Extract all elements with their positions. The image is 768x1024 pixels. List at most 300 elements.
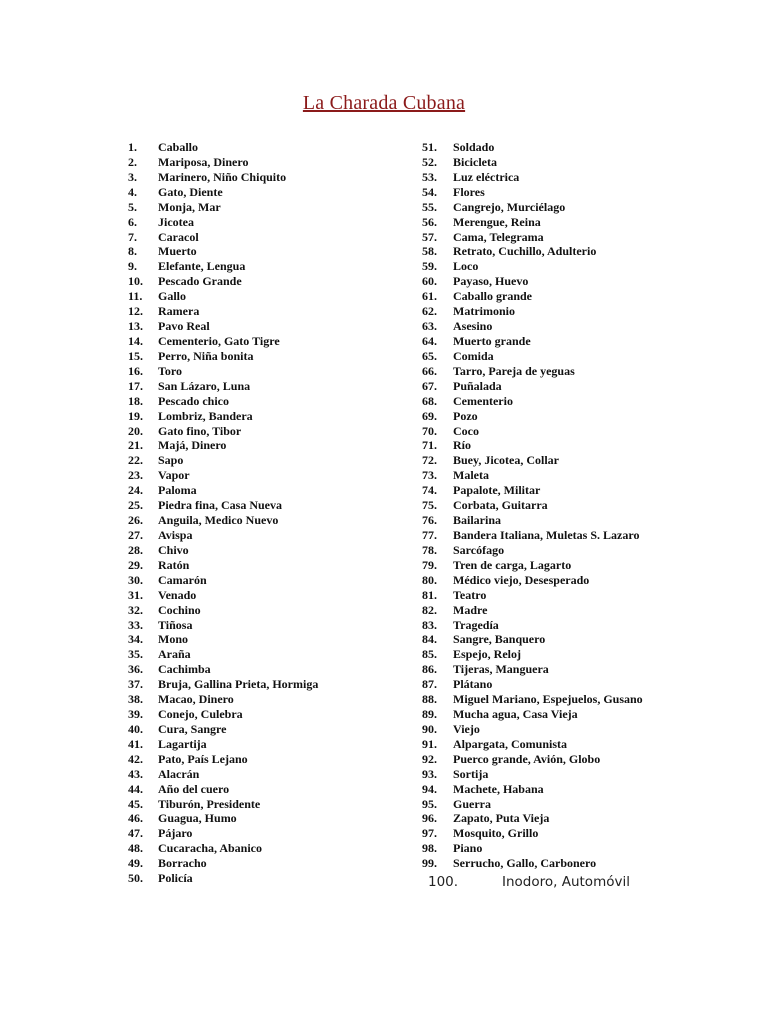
list-item-text: Sapo: [158, 453, 184, 468]
list-item-text: Madre: [453, 602, 488, 617]
list-item: [128, 289, 318, 304]
list-item-number: 70.: [422, 423, 437, 438]
list-item-text: Cachimba: [158, 662, 211, 677]
list-item-text: Zapato, Puta Vieja: [453, 811, 550, 826]
list-item: [422, 185, 643, 200]
list-item-text: Chivo: [158, 542, 189, 557]
list-item-number: 28.: [128, 542, 143, 557]
list-item-text: Pescado Grande: [158, 274, 242, 289]
list-item: [128, 215, 318, 230]
list-item-number: 71.: [422, 438, 437, 453]
list-item-number: 98.: [422, 841, 437, 856]
list-item: [422, 200, 643, 215]
list-item: [422, 170, 643, 185]
list-item-number: 62.: [422, 304, 437, 319]
list-item-number: 87.: [422, 677, 437, 692]
list-item-text: Luz eléctrica: [453, 169, 520, 184]
list-item-number: 78.: [422, 542, 437, 557]
list-item: [128, 438, 318, 453]
list-item: [128, 259, 318, 274]
list-item-text: Mariposa, Dinero: [158, 154, 249, 169]
list-item-text: Ratón: [158, 557, 190, 572]
list-item-text: Mono: [158, 632, 188, 647]
list-item-text: Pavo Real: [158, 319, 210, 334]
list-item-text: Puñalada: [453, 378, 502, 393]
list-item: [128, 304, 318, 319]
list-item: [128, 200, 318, 215]
list-item-text: San Lázaro, Luna: [158, 378, 251, 393]
list-item-number: 6.: [128, 214, 137, 229]
list-item-text: Bailarina: [453, 513, 502, 528]
list-item-number: 8.: [128, 244, 137, 259]
list-item-text: Corbata, Guitarra: [453, 498, 548, 513]
list-item-number: 59.: [422, 259, 437, 274]
list-item: [128, 349, 318, 364]
list-item-number: 41.: [128, 736, 143, 751]
list-item: [128, 573, 318, 588]
list-item-number: 15.: [128, 348, 143, 363]
list-item-text: Caballo: [158, 140, 199, 154]
list-item-number: 66.: [422, 363, 437, 378]
list-item-number: 1.: [128, 140, 137, 154]
list-item-text: Pájaro: [158, 826, 193, 841]
list-item: [128, 543, 318, 558]
list-item-text: Sarcófago: [453, 542, 505, 557]
list-item-text: Mosquito, Grillo: [453, 826, 539, 841]
list-item-text: Piedra fina, Casa Nueva: [158, 498, 282, 513]
list-item-text: Avispa: [158, 527, 193, 542]
list-item: [422, 409, 643, 424]
list-item-number: 82.: [422, 602, 437, 617]
list-item-text: Tiburón, Presidente: [158, 796, 261, 811]
list-item-number: 89.: [422, 707, 437, 722]
list-item-number: 65.: [422, 348, 437, 363]
list-item-text: Bicicleta: [453, 154, 497, 169]
list-item-number: 99.: [422, 856, 437, 871]
list-item-text: Tragedía: [453, 617, 499, 632]
list-item-number: 17.: [128, 378, 143, 393]
list-item: [128, 767, 318, 782]
list-item: [128, 244, 318, 259]
list-item-number: 36.: [128, 662, 143, 677]
list-item-number: 39.: [128, 707, 143, 722]
list-item: [128, 811, 318, 826]
list-item-number: 37.: [128, 677, 143, 692]
list-item: [422, 453, 643, 468]
list-column-right: [422, 140, 643, 871]
list-item-text: Caracol: [158, 229, 199, 244]
list-item-text: Cochino: [158, 602, 201, 617]
list-item-text: Toro: [158, 363, 183, 378]
list-item-text: Marinero, Niño Chiquito: [158, 169, 287, 184]
list-item-number: 48.: [128, 841, 143, 856]
list-item-number: 40.: [128, 721, 143, 736]
list-item-last: [428, 874, 630, 890]
list-item-number: 20.: [128, 423, 143, 438]
list-item-number: 81.: [422, 587, 437, 602]
list-item: [128, 155, 318, 170]
list-item-text: Jicotea: [158, 214, 194, 229]
list-item: [128, 185, 318, 200]
list-item-text: Pato, País Lejano: [158, 751, 248, 766]
list-item-number: 60.: [422, 274, 437, 289]
list-item-text: Tarro, Pareja de yeguas: [453, 363, 575, 378]
list-item-number: 51.: [422, 140, 437, 154]
list-item: [422, 737, 643, 752]
list-item: [422, 707, 643, 722]
list-item-number: 2.: [128, 154, 137, 169]
list-item-number: 5.: [128, 199, 137, 214]
list-item-text: Espejo, Reloj: [453, 647, 521, 662]
list-item-text: Plátano: [453, 677, 493, 692]
list-item-number: 3.: [128, 169, 137, 184]
list-item-number: 22.: [128, 453, 143, 468]
list-item-number: 30.: [128, 572, 143, 587]
list-item-text: Pescado chico: [158, 393, 229, 408]
list-item-text: Venado: [158, 587, 197, 602]
list-item: [422, 856, 643, 871]
list-item-text: Comida: [453, 348, 494, 363]
list-item-text: Puerco grande, Avión, Globo: [453, 751, 601, 766]
list-item: [422, 274, 643, 289]
list-item-text: Camarón: [158, 572, 207, 587]
list-item-number: 80.: [422, 572, 437, 587]
list-item: [128, 632, 318, 647]
list-item: [128, 588, 318, 603]
list-item-number: 23.: [128, 468, 143, 483]
list-item: [128, 677, 318, 692]
list-item: [128, 752, 318, 767]
list-item-text: Ramera: [158, 304, 200, 319]
list-item: [422, 230, 643, 245]
list-item-number: 14.: [128, 333, 143, 348]
list-item: [422, 155, 643, 170]
list-item-text: Retrato, Cuchillo, Adulterio: [453, 244, 597, 259]
list-item: [128, 692, 318, 707]
list-item-text: Bruja, Gallina Prieta, Hormiga: [158, 677, 319, 692]
list-item-text: Payaso, Huevo: [453, 274, 529, 289]
list-item: [422, 767, 643, 782]
list-item-number: 77.: [422, 527, 437, 542]
list-item-number: 43.: [128, 766, 143, 781]
list-item-text: Tijeras, Manguera: [453, 662, 549, 677]
list-item: [128, 424, 318, 439]
list-item-text: Anguila, Medico Nuevo: [158, 513, 279, 528]
list-item-number: 93.: [422, 766, 437, 781]
list-item-number: 83.: [422, 617, 437, 632]
list-item-number: 92.: [422, 751, 437, 766]
list-item: [422, 528, 643, 543]
list-item-number: 34.: [128, 632, 143, 647]
list-item-text: Teatro: [453, 587, 487, 602]
list-item: [422, 841, 643, 856]
list-item: [422, 483, 643, 498]
list-item-number: 46.: [128, 811, 143, 826]
list-item: [128, 230, 318, 245]
list-item-number: 94.: [422, 781, 437, 796]
list-item-number: 100.: [428, 874, 459, 890]
list-item: [422, 289, 643, 304]
list-item: [422, 573, 643, 588]
list-item-number: 88.: [422, 692, 437, 707]
list-item-number: 57.: [422, 229, 437, 244]
list-item-number: 29.: [128, 557, 143, 572]
list-item: [422, 588, 643, 603]
list-item: [128, 647, 318, 662]
list-item: [128, 826, 318, 841]
list-item: [422, 304, 643, 319]
list-item: [422, 424, 643, 439]
list-item: [128, 513, 318, 528]
list-item-text: Maleta: [453, 468, 489, 483]
list-item-text: Río: [453, 438, 471, 453]
list-item-number: 69.: [422, 408, 437, 423]
list-item-number: 21.: [128, 438, 143, 453]
list-item-number: 32.: [128, 602, 143, 617]
list-item-number: 72.: [422, 453, 437, 468]
list-item-text: Gallo: [158, 289, 187, 304]
list-item-number: 75.: [422, 498, 437, 513]
list-item-number: 12.: [128, 304, 143, 319]
list-item-number: 7.: [128, 229, 137, 244]
list-item: [128, 528, 318, 543]
list-item-text: Conejo, Culebra: [158, 707, 243, 722]
list-item-number: 16.: [128, 363, 143, 378]
list-item-number: 38.: [128, 692, 143, 707]
list-item-number: 73.: [422, 468, 437, 483]
list-item: [128, 558, 318, 573]
list-item-text: Muerto: [158, 244, 197, 259]
list-item-number: 33.: [128, 617, 143, 632]
list-item-text: Matrimonio: [453, 304, 515, 319]
list-item-text: Médico viejo, Desesperado: [453, 572, 590, 587]
list-item-text: Asesino: [453, 319, 493, 334]
list-item: [128, 856, 318, 871]
list-item-number: 90.: [422, 721, 437, 736]
page-title: La Charada Cubana: [302, 92, 466, 114]
list-item: [128, 140, 318, 155]
list-item: [422, 797, 643, 812]
list-item-text: Guerra: [453, 796, 491, 811]
list-item-text: Mucha agua, Casa Vieja: [453, 707, 578, 722]
list-item-number: 9.: [128, 259, 137, 274]
list-item-text: Alacrán: [158, 766, 200, 781]
list-item-text: Araña: [158, 647, 191, 662]
list-item-number: 64.: [422, 333, 437, 348]
list-item: [128, 468, 318, 483]
list-item-text: Monja, Mar: [158, 199, 221, 214]
list-item-number: 35.: [128, 647, 143, 662]
list-item: [422, 677, 643, 692]
list-item: [128, 170, 318, 185]
list-item: [128, 483, 318, 498]
list-item: [422, 662, 643, 677]
list-item-text: Flores: [453, 184, 485, 199]
list-item-number: 42.: [128, 751, 143, 766]
list-item-text: Sangre, Banquero: [453, 632, 546, 647]
list-item: [422, 259, 643, 274]
list-item-text: Miguel Mariano, Espejuelos, Gusano: [453, 692, 643, 707]
list-item: [422, 782, 643, 797]
list-item: [422, 379, 643, 394]
list-item: [128, 334, 318, 349]
list-item: [128, 379, 318, 394]
list-column-left: [128, 140, 318, 886]
list-item-number: 58.: [422, 244, 437, 259]
list-item-text: Serrucho, Gallo, Carbonero: [453, 856, 597, 871]
list-item: [422, 558, 643, 573]
list-item: [128, 319, 318, 334]
list-item-text: Lagartija: [158, 736, 207, 751]
list-item-text: Inodoro, Automóvil: [502, 874, 630, 890]
list-item-number: 50.: [128, 871, 143, 886]
list-item-text: Policía: [158, 871, 193, 886]
list-item-number: 84.: [422, 632, 437, 647]
list-item-text: Guagua, Humo: [158, 811, 237, 826]
list-item-number: 27.: [128, 527, 143, 542]
list-item: [128, 737, 318, 752]
list-item: [422, 334, 643, 349]
list-item-text: Cucaracha, Abanico: [158, 841, 263, 856]
list-item: [422, 513, 643, 528]
list-item-number: 25.: [128, 498, 143, 513]
list-item-text: Paloma: [158, 483, 197, 498]
list-item: [422, 244, 643, 259]
list-item-number: 74.: [422, 483, 437, 498]
list-item: [422, 647, 643, 662]
list-item-number: 10.: [128, 274, 143, 289]
list-item: [128, 707, 318, 722]
list-item-text: Cementerio: [453, 393, 513, 408]
list-item-number: 54.: [422, 184, 437, 199]
list-item-number: 76.: [422, 513, 437, 528]
list-item: [128, 603, 318, 618]
list-item-text: Viejo: [453, 721, 480, 736]
list-item-text: Muerto grande: [453, 333, 531, 348]
list-item: [422, 692, 643, 707]
list-item: [422, 394, 643, 409]
list-item-text: Cura, Sangre: [158, 721, 227, 736]
list-item-text: Cementerio, Gato Tigre: [158, 333, 280, 348]
list-item: [422, 438, 643, 453]
list-item-number: 18.: [128, 393, 143, 408]
list-item: [422, 722, 643, 737]
list-item: [128, 841, 318, 856]
list-item-text: Tren de carga, Lagarto: [453, 557, 572, 572]
list-item: [422, 364, 643, 379]
list-item-number: 56.: [422, 214, 437, 229]
list-item-number: 55.: [422, 199, 437, 214]
list-item: [128, 797, 318, 812]
list-item-number: 49.: [128, 856, 143, 871]
list-item-text: Sortija: [453, 766, 489, 781]
list-item-text: Año del cuero: [158, 781, 230, 796]
list-item-number: 67.: [422, 378, 437, 393]
list-item: [422, 468, 643, 483]
list-item-text: Merengue, Reina: [453, 214, 541, 229]
list-item-text: Pozo: [453, 408, 478, 423]
list-item: [422, 826, 643, 841]
list-item: [422, 349, 643, 364]
list-item-text: Alpargata, Comunista: [453, 736, 568, 751]
list-item-number: 11.: [128, 289, 143, 304]
list-item: [128, 274, 318, 289]
list-item-number: 95.: [422, 796, 437, 811]
list-item: [128, 498, 318, 513]
list-item-number: 91.: [422, 736, 437, 751]
list-item: [128, 364, 318, 379]
list-item-text: Buey, Jicotea, Collar: [453, 453, 559, 468]
list-item-number: 13.: [128, 319, 143, 334]
list-item-text: Lombriz, Bandera: [158, 408, 253, 423]
list-item-text: Caballo grande: [453, 289, 533, 304]
list-item: [128, 662, 318, 677]
list-item: [422, 319, 643, 334]
list-item-text: Perro, Niña bonita: [158, 348, 254, 363]
list-item-number: 97.: [422, 826, 437, 841]
list-item-text: Vapor: [158, 468, 190, 483]
list-item-number: 96.: [422, 811, 437, 826]
list-item: [422, 603, 643, 618]
list-item-text: Cama, Telegrama: [453, 229, 544, 244]
list-item-text: Papalote, Militar: [453, 483, 541, 498]
list-item-number: 31.: [128, 587, 143, 602]
list-item: [128, 394, 318, 409]
list-item-number: 52.: [422, 154, 437, 169]
list-item-text: Machete, Habana: [453, 781, 544, 796]
list-item-number: 45.: [128, 796, 143, 811]
list-item-number: 63.: [422, 319, 437, 334]
list-item: [128, 453, 318, 468]
list-item: [422, 140, 643, 155]
list-item-number: 19.: [128, 408, 143, 423]
list-item-number: 47.: [128, 826, 143, 841]
list-item-text: Elefante, Lengua: [158, 259, 246, 274]
list-item-text: Gato fino, Tibor: [158, 423, 242, 438]
list-item: [128, 409, 318, 424]
list-item-number: 4.: [128, 184, 137, 199]
list-item: [422, 752, 643, 767]
list-item-text: Cangrejo, Murciélago: [453, 199, 566, 214]
list-item-number: 44.: [128, 781, 143, 796]
list-item: [128, 618, 318, 633]
list-item-text: Borracho: [158, 856, 207, 871]
list-item-number: 53.: [422, 169, 437, 184]
list-item-text: Macao, Dinero: [158, 692, 234, 707]
list-item: [422, 215, 643, 230]
list-item-number: 24.: [128, 483, 143, 498]
list-item-text: Loco: [453, 259, 479, 274]
list-item-text: Tiñosa: [158, 617, 193, 632]
list-item: [422, 618, 643, 633]
list-item-number: 61.: [422, 289, 437, 304]
list-item-number: 26.: [128, 513, 143, 528]
list-item: [128, 782, 318, 797]
list-item: [422, 543, 643, 558]
list-item-text: Bandera Italiana, Muletas S. Lazaro: [453, 527, 640, 542]
list-item-number: 79.: [422, 557, 437, 572]
list-item-text: Piano: [453, 841, 483, 856]
list-item: [128, 871, 318, 886]
list-item-number: 85.: [422, 647, 437, 662]
list-item-number: 68.: [422, 393, 437, 408]
list-item: [422, 811, 643, 826]
list-item-number: 86.: [422, 662, 437, 677]
list-item-text: Soldado: [453, 140, 495, 154]
list-item-text: Gato, Diente: [158, 184, 223, 199]
list-item: [422, 632, 643, 647]
list-item-text: Majá, Dinero: [158, 438, 227, 453]
